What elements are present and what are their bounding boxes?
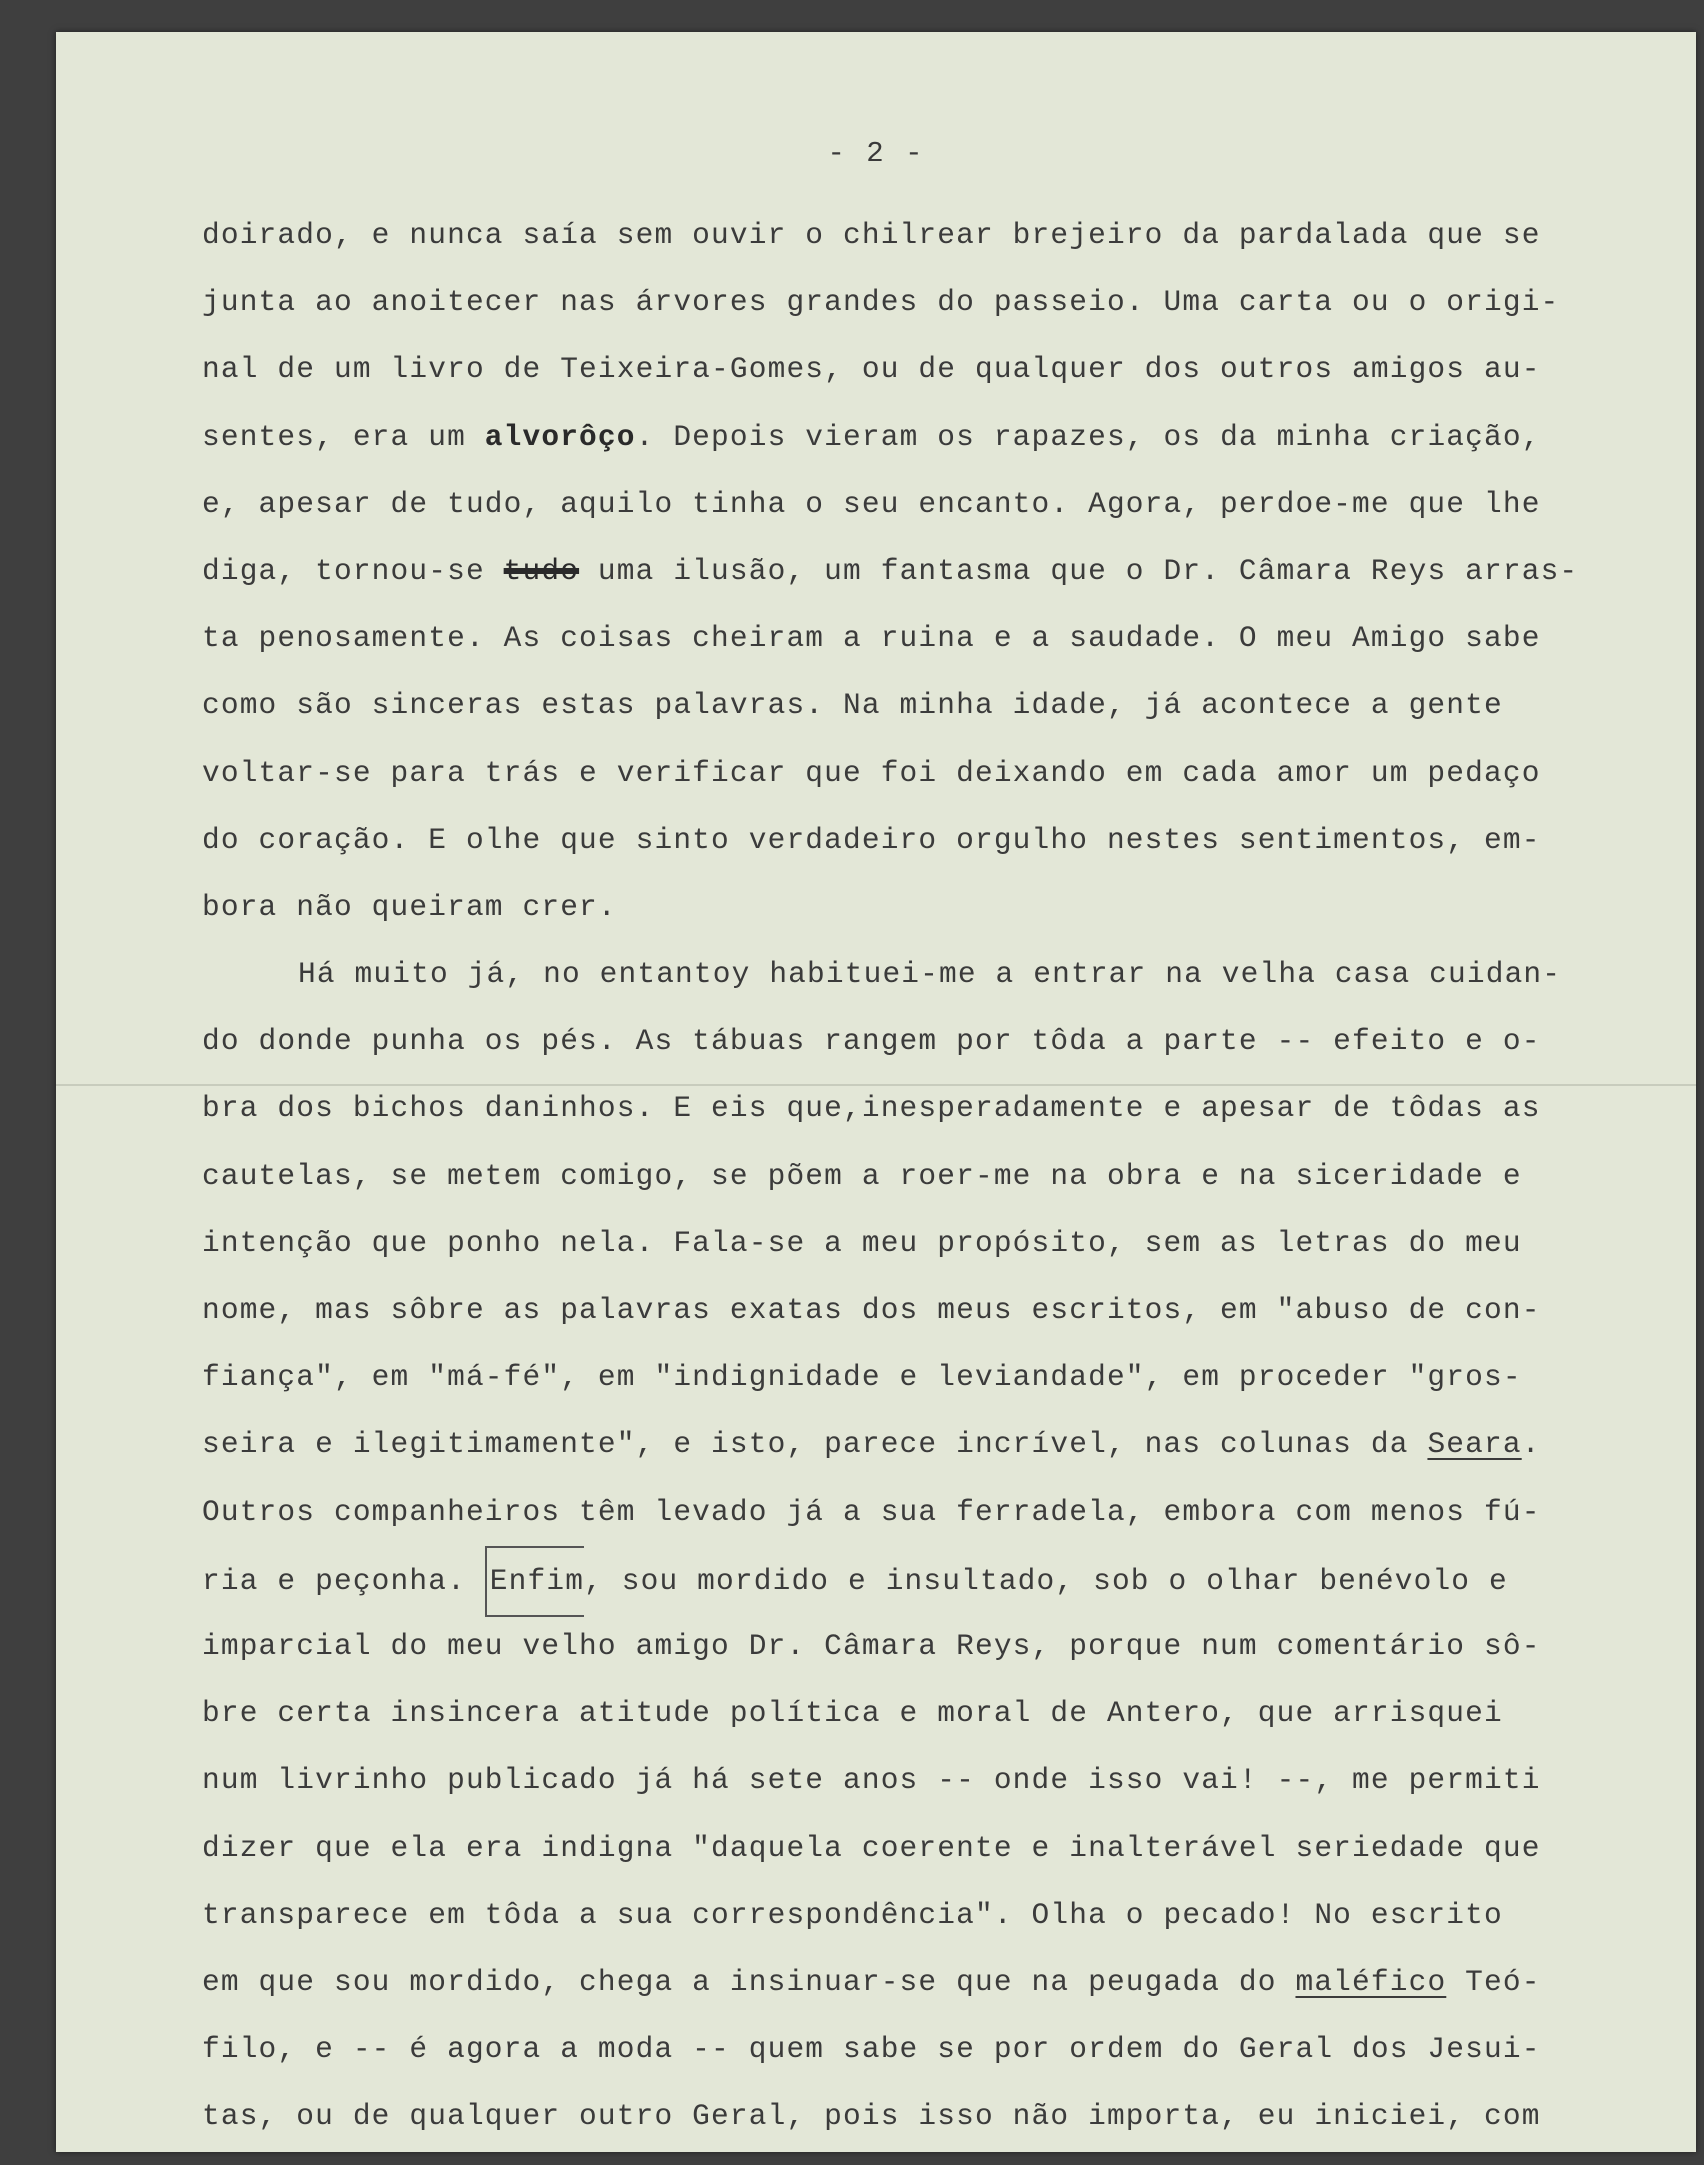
text-line [202,2083,1692,2150]
typewritten-page [56,32,1696,2152]
text-segment: . [1521,1427,1541,1462]
text-line [202,1882,1692,1949]
text-line [202,471,1692,538]
text-segment: voltar-se para trás e verificar que foi deixando em cada amor um pedaço [202,755,1541,790]
text-line [202,1210,1692,1277]
text-line [202,740,1692,807]
text-line [202,1815,1692,1882]
text-line [202,605,1692,672]
text-segment: fiança", em "má-fé", em "indignidade e leviandade", em proceder "gros- [202,1360,1522,1395]
text-line [202,1546,1692,1613]
text-line [202,1277,1692,1344]
text-segment: e, apesar de tudo, aquilo tinha o seu encanto. Agora, perdoe-me que lhe [202,486,1541,521]
text-segment: . Depois vieram os rapazes, os da minha criação, [635,419,1541,454]
text-segment: transparece em tôda a sua correspondência". Olha o pecado! No escrito [202,1897,1503,1932]
text-bold: alvorôço [484,419,636,454]
text-bracket: Enfim [485,1546,584,1617]
text-line [202,1949,1692,2016]
letter-body [202,202,1692,2150]
text-segment: do coração. E olhe que sinto verdadeiro orgulho nestes sentimentos, em- [202,822,1541,857]
text-line [202,672,1692,739]
text-line [202,1479,1692,1546]
text-segment: intenção que ponho nela. Fala-se a meu propósito, sem as letras do meu [202,1225,1522,1260]
text-segment: junta ao anoitecer nas árvores grandes do passeio. Uma carta ou o origi- [202,285,1560,320]
page-number: - 2 - [827,137,925,170]
text-line [202,1143,1692,1210]
text-segment: nome, mas sôbre as palavras exatas dos meus escritos, em "abuso de con- [202,1293,1541,1327]
text-segment: doirado, e nunca saía sem ouvir o chilrear brejeiro da pardalada que se [202,218,1541,252]
text-line [202,2016,1692,2083]
text-line [202,202,1692,269]
text-segment: diga, tornou-se [202,553,504,588]
text-segment: cautelas, se metem comigo, se põem a roer-me na obra e na siceridade e [202,1158,1522,1193]
text-segment: sentes, era um [202,419,485,454]
text-segment: dizer que ela era indigna "daquela coerente e inalterável seriedade que [202,1830,1541,1865]
text-segment: uma ilusão, um fantasma que o Dr. Câmara Reys arras- [579,553,1579,588]
text-line [202,874,1692,941]
text-segment: Há muito já, no entantoy habituei-me a entrar na velha casa cuidan- [298,957,1562,992]
text-line [202,1344,1692,1411]
text-line [202,1613,1692,1680]
text-line [202,538,1692,605]
text-line [202,1747,1692,1814]
text-line [202,941,1692,1008]
text-segment: bra dos bichos daninhos. E eis que,inesperadamente e apesar de tôdas as [202,1091,1541,1126]
text-segment: num livrinho publicado já há sete anos -- onde isso vai! --, me permiti [202,1763,1541,1798]
text-segment: filo, e -- é agora a moda -- quem sabe se por ordem do Geral dos Jesui- [202,2032,1541,2067]
text-segment: imparcial do meu velho amigo Dr. Câmara Reys, porque num comentário sô- [202,1628,1541,1663]
text-line [202,1411,1692,1478]
text-line [202,807,1692,874]
text-ul: maléfico [1295,1964,1447,1999]
text-segment: seira e ilegitimamente", e isto, parece incrível, nas colunas da [202,1427,1428,1462]
text-line [202,1008,1692,1075]
text-line [202,1680,1692,1747]
text-segment: em que sou mordido, chega a insinuar-se que na peugada do [202,1964,1296,1999]
text-line [202,1075,1692,1142]
text-segment: ta penosamente. As coisas cheiram a ruina e a saudade. O meu Amigo sabe [202,621,1541,656]
text-segment: do donde punha os pés. As tábuas rangem por tôda a parte -- efeito e o- [202,1024,1541,1059]
text-struck: tudo [503,553,580,588]
text-ul: Seara [1427,1427,1522,1462]
text-line [202,269,1692,336]
text-segment: Outros companheiros têm levado já a sua ferradela, embora com menos fú- [202,1494,1541,1529]
text-segment: ria e peçonha. [202,1563,485,1598]
text-segment: Teó- [1446,1964,1541,1999]
text-segment: como são sinceras estas palavras. Na minha idade, já acontece a gente [202,688,1503,723]
text-line [202,404,1692,471]
text-segment: bora não queiram crer. [202,889,617,924]
text-segment: , sou mordido e insultado, sob o olhar benévolo e [584,1563,1508,1598]
text-segment: tas, ou de qualquer outro Geral, pois isso não importa, eu iniciei, com [202,2099,1541,2134]
text-segment: bre certa insincera atitude política e moral de Antero, que arrisquei [202,1696,1503,1731]
text-line [202,336,1692,403]
text-segment: nal de um livro de Teixeira-Gomes, ou de qualquer dos outros amigos au- [202,352,1541,387]
